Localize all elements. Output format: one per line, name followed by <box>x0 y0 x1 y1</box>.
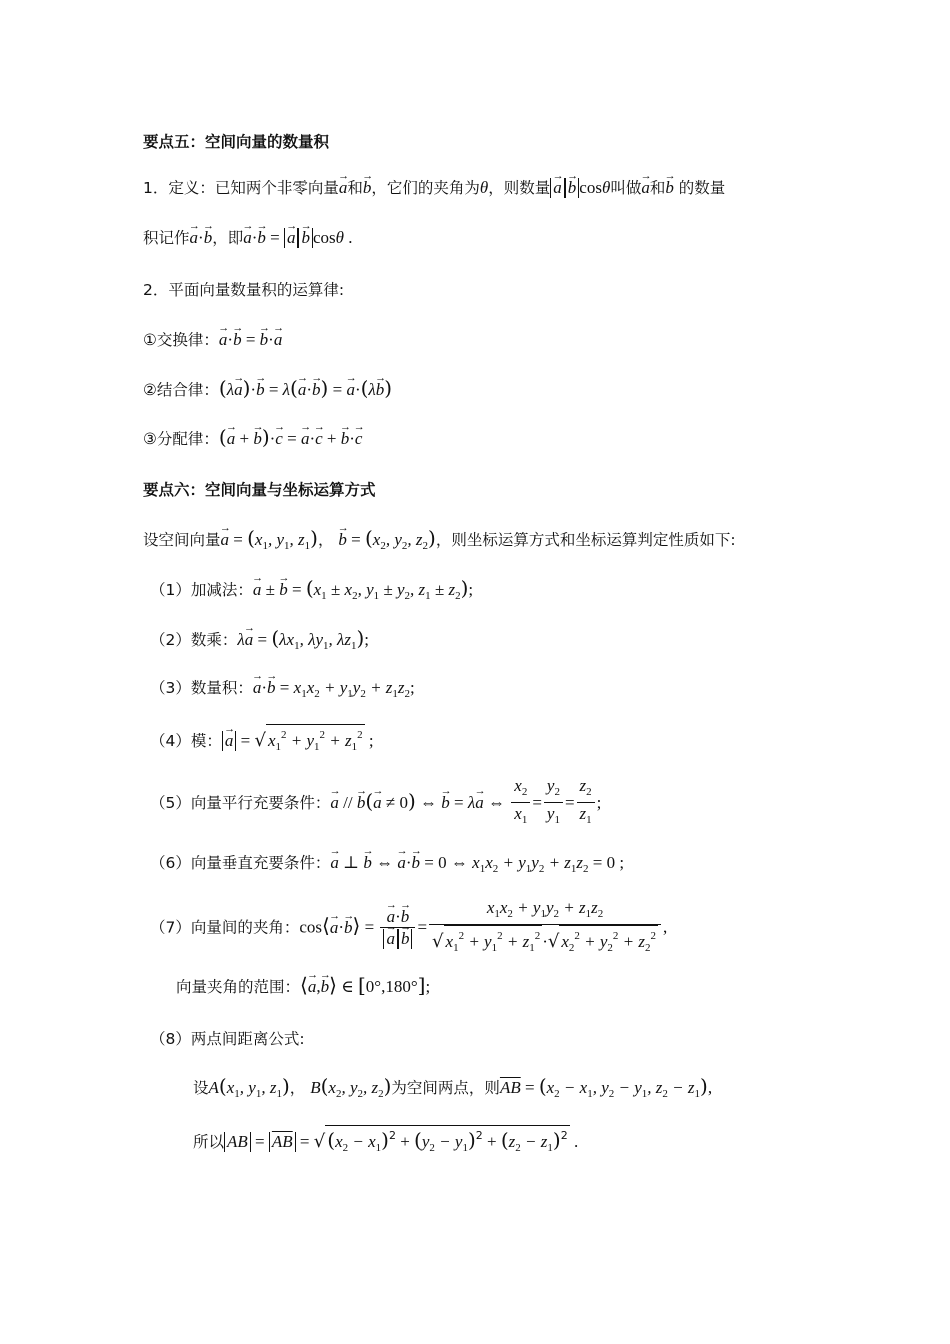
item-perpendicular: （6）向量垂直充要条件：→ a ⊥ → b ⇔ → a·→ b = 0 ⇔ $x_1x_2 + y_1y_2 + z_1z_2 = 0$ ; <box>150 851 624 881</box>
associative-law: ②结合律：(λ→ a)·→ b = λ(→ a·→ b) = → a·(λ→ b) <box>143 376 392 402</box>
item-angle: （7）向量间的夹角：cos⟨→ a·→ b⟩ = → a·→ b → a → b = $\frac{x_1x_2 + y_1y_2 + z_1z_2}{√ x_1^2 + y_1^2 + z_1^2 \cdot√ x_2^2 + y_2^2 + z_2^2}$ , <box>150 898 667 958</box>
coordinate-intro: 设空间向量→ $a = (x_1$, $y_1$, $z_1$)， → $b = (x_2$, $y_2$, $z_2$)，则坐标运算方式和坐标运算判定性质如下: <box>143 526 736 558</box>
commutative-law: ①交换律：→ a·→ b = → b·→ a <box>143 328 282 352</box>
angle-range: 向量夹角的范围：⟨→ a,→ b⟩ ∈ [0°,180°]; <box>176 973 430 999</box>
item-magnitude: （4）模： → a = √ $x_1^2 + y_1^2 + z_1^2$ ; <box>150 724 374 757</box>
section6-title: 要点六：空间向量与坐标运算方式 <box>143 481 376 499</box>
item-distance: （8）两点间距离公式: <box>150 1030 305 1048</box>
item-parallel: （5）向量平行充要条件：→ a // → b(→ a ≠ 0) ⇔ → b = λ→ a ⇔ $\frac{x_2}{x_1}$ = $\frac{y_2}{y_1}$ = $\frac{z_2}{z_1}$ ; <box>150 776 601 831</box>
item-dot-product: （3）数量积：→ $a\cdot\to b = x_1x_2 + y_1y_2 + z_1z_2$; <box>150 676 415 706</box>
distributive-law: ③分配律：(→ a + → b)·→ c = → a·→ c + → b·→ c <box>143 425 362 451</box>
item-add-subtract: （1）加减法：→ a ± → $b = (x_1 \pm x_2$, $y_1 \pm y_2$, $z_1 \pm z_2$); <box>150 576 473 608</box>
law-title: 2．平面向量数量积的运算律: <box>143 281 345 299</box>
distance-points: 设$A(x_1$, $y_1$, $z_1$)， $B(x_2$, $y_2$, $z_2$)为空间两点，则$\overline{AB} = (x_2 - x_1$, $y_2 - y_1$, $z_2 - z_1$), <box>193 1074 713 1100</box>
section5-title: 要点五：空间向量的数量积 <box>143 133 330 151</box>
definition-line2: 积记作→ a·→ b，即→ a·→ b = → a → b cosθ . <box>143 226 353 250</box>
definition-line1: 1．定义：已知两个非零向量→ a和→ b，它们的夹角为θ，则数量 → a → b cosθ叫做→ a和→ b 的数量 <box>143 176 725 200</box>
item-scalar-multiply: （2）数乘：$\lambda\to a = (\lambda x_1$, $\lambda y_1$, $\lambda z_1$); <box>150 626 369 658</box>
distance-formula: 所以 AB = $\overline{AB}$ = √ $(x_2 - x_1)^2 + (y_2 - y_1)^2 + (z_2 - z_1)^2$ . <box>193 1125 578 1158</box>
